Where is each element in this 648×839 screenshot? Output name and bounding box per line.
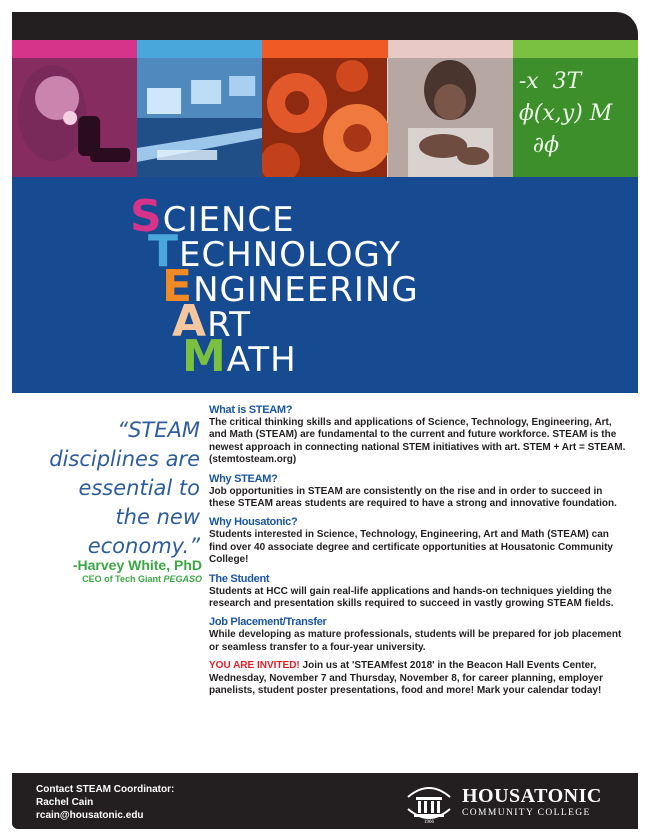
acronym-letter-e: E [162, 261, 194, 312]
computer-lab-photo [137, 58, 262, 177]
steam-acronym [12, 177, 638, 393]
steam-hero [12, 177, 638, 393]
section-heading: Job Placement/Transfer [209, 616, 327, 629]
section-text: Job opportunities in STEAM are consistently on the rise and in order to succeed in these STEAM areas students are required to have a strong and innovative foundation. [209, 485, 617, 510]
section-heading: Why STEAM? [209, 472, 278, 485]
contact-name: Rachel Cain [36, 797, 94, 808]
author-title-prefix: CEO of Tech Giant [82, 574, 164, 584]
color-strips [12, 40, 638, 58]
student-hands-photo [388, 58, 513, 177]
section-text: While developing as mature professionals, students will be prepared for job placement or seamless transfer to a four-year university. [209, 629, 622, 653]
acronym-math [182, 331, 297, 382]
section-text: Students at HCC will gain real-life applications and hands-on techniques yielding the research and presentation skills required to succeed in vastly growing STEAM fields. [209, 585, 614, 610]
section-why-housatonic [209, 516, 629, 566]
section-job-placement [209, 616, 629, 654]
acronym-letter-t: T [148, 226, 180, 277]
acronym-rest-art: RT [207, 305, 251, 345]
quote-author: -Harvey White, PhD [72, 557, 202, 573]
acronym-rest-technology: ECHNOLOGY [179, 235, 401, 275]
acronym-rest-math: ATH [226, 340, 297, 380]
pull-quote: “STEAM disciplines are essential to the new economy.” [49, 418, 200, 558]
section-the-student [209, 573, 629, 611]
strip-blue [137, 40, 262, 58]
chalkboard-equations: -x 3T ϕ(x,y) M ∂ϕ [518, 69, 613, 158]
main-content [209, 404, 629, 704]
strip-rose [388, 40, 513, 58]
section-what-is-steam [209, 404, 629, 467]
section-invite [209, 660, 629, 697]
acronym-letter-s: S [130, 191, 163, 242]
chalkboard-math-photo [513, 58, 638, 177]
microscope-photo [12, 58, 137, 177]
college-name: HOUSATONIC [462, 785, 602, 807]
strip-pink [12, 40, 137, 58]
acronym-rest-engineering: NGINEERING [193, 270, 419, 310]
acronym-letter-m: M [182, 331, 227, 382]
section-text: Students interested in Science, Technology, Engineering, Art and Math (STEAM) can find over 40 associate degree and certificate opportunities at Housatonic Community College! [209, 529, 613, 566]
contact-block [36, 783, 174, 822]
section-heading: What is STEAM? [209, 404, 293, 416]
strip-orange [262, 40, 387, 58]
contact-label: Contact STEAM Coordinator: [36, 784, 175, 795]
footer [12, 773, 638, 829]
invite-lead: YOU ARE INVITED! [209, 660, 300, 672]
section-text: The critical thinking skills and applications of Science, Technology, Engineering, Art, and Math (STEAM) are fundamental to the current and future workforce. STEAM is the newest approach in connecting national STEM initiatives with art. STEM + Art = STEAM. (stemtosteam.org) [209, 417, 626, 466]
college-subtitle: COMMUNITY COLLEGE [462, 808, 591, 818]
college-logo [404, 783, 624, 823]
seal-year: 1966 [424, 820, 434, 823]
author-company: PEGASO [163, 574, 202, 584]
top-frame [12, 12, 638, 40]
photo-row [12, 58, 638, 177]
section-heading: The Student [209, 572, 270, 585]
strip-green [513, 40, 638, 58]
contact-email[interactable]: rcain@housatonic.edu [36, 810, 144, 821]
acronym-letter-a: A [172, 296, 208, 347]
quote-author-title [20, 574, 202, 584]
gears-photo [262, 58, 387, 177]
section-heading: Why Housatonic? [209, 516, 298, 529]
college-seal-icon [404, 783, 454, 823]
invite-body: Join us at 'STEAMfest 2018' in the Beacon Hall Events Center, Wednesday, November 7 and Thursday, November 8, for career planning, employer panelists, student poster presentations, food and more! Mark your calendar today! [209, 660, 604, 697]
acronym-rest-science: CIENCE [162, 200, 295, 240]
section-why-steam [209, 473, 629, 511]
invite-text [209, 660, 629, 697]
